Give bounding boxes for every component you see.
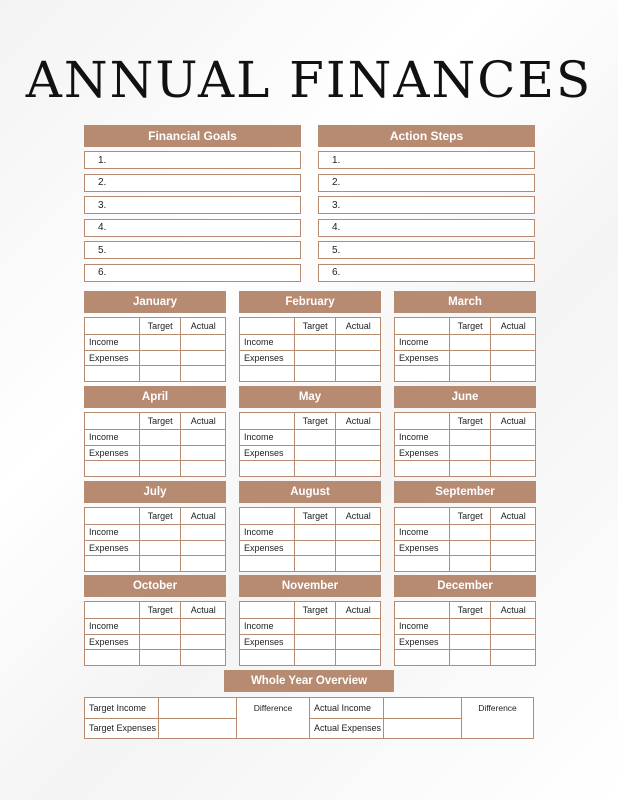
blank-actual-cell[interactable] — [336, 366, 381, 382]
month-block-august — [239, 481, 381, 572]
blank-target-cell[interactable] — [449, 461, 491, 477]
blank-actual-cell[interactable] — [491, 461, 536, 477]
month-header-july: July — [84, 481, 226, 503]
blank-row-label — [395, 650, 450, 666]
income-target-cell[interactable] — [139, 335, 181, 351]
month-header-december: December — [394, 575, 536, 597]
blank-actual-cell[interactable] — [491, 650, 536, 666]
target-column-header: Target — [139, 413, 181, 430]
actual-column-header: Actual — [181, 318, 226, 335]
corner-cell — [85, 318, 140, 335]
income-row-label: Income — [240, 525, 295, 541]
blank-actual-cell[interactable] — [336, 650, 381, 666]
overview-target-box — [84, 697, 310, 739]
actual-column-header: Actual — [491, 413, 536, 430]
actual-column-header: Actual — [181, 413, 226, 430]
expenses-target-cell[interactable] — [449, 445, 491, 461]
blank-row-label — [240, 461, 295, 477]
target-column-header: Target — [139, 508, 181, 525]
income-target-cell[interactable] — [294, 525, 336, 541]
month-block-may — [239, 386, 381, 477]
expenses-actual-cell[interactable] — [336, 350, 381, 366]
income-target-cell[interactable] — [139, 619, 181, 635]
expenses-row-label: Expenses — [395, 634, 450, 650]
action-row-4[interactable]: 4. — [318, 219, 535, 237]
income-target-cell[interactable] — [139, 430, 181, 446]
blank-target-cell[interactable] — [139, 556, 181, 572]
target-column-header: Target — [449, 602, 491, 619]
income-target-cell[interactable] — [449, 525, 491, 541]
month-table-march — [394, 317, 536, 382]
month-block-march — [394, 291, 536, 382]
expenses-target-cell[interactable] — [294, 350, 336, 366]
income-row-label: Income — [240, 430, 295, 446]
actual-column-header: Actual — [491, 602, 536, 619]
blank-row-label — [240, 366, 295, 382]
target-column-header: Target — [139, 602, 181, 619]
action-row-3[interactable]: 3. — [318, 196, 535, 214]
income-row-label: Income — [395, 619, 450, 635]
expenses-actual-cell[interactable] — [491, 445, 536, 461]
income-target-cell[interactable] — [449, 335, 491, 351]
corner-cell — [395, 508, 450, 525]
target-column-header: Target — [139, 318, 181, 335]
actual-income-label: Actual Income — [314, 702, 372, 713]
month-block-april — [84, 386, 226, 477]
expenses-target-cell[interactable] — [139, 634, 181, 650]
income-row-label: Income — [240, 335, 295, 351]
income-row-label: Income — [85, 430, 140, 446]
expenses-target-cell[interactable] — [294, 634, 336, 650]
target-column-header: Target — [449, 413, 491, 430]
blank-actual-cell[interactable] — [336, 461, 381, 477]
actual-column-header: Actual — [491, 318, 536, 335]
target-column-header: Target — [449, 508, 491, 525]
month-block-september — [394, 481, 536, 572]
expenses-target-cell[interactable] — [139, 350, 181, 366]
goal-row-4[interactable]: 4. — [84, 219, 301, 237]
blank-row-label — [85, 650, 140, 666]
month-table-december — [394, 601, 536, 666]
blank-row-label — [395, 556, 450, 572]
income-row-label: Income — [85, 619, 140, 635]
goal-row-2[interactable]: 2. — [84, 174, 301, 192]
corner-cell — [395, 602, 450, 619]
income-row-label: Income — [240, 619, 295, 635]
month-block-january — [84, 291, 226, 382]
expenses-row-label: Expenses — [240, 350, 295, 366]
month-header-august: August — [239, 481, 381, 503]
blank-actual-cell[interactable] — [181, 650, 226, 666]
overview-header: Whole Year Overview — [224, 670, 394, 692]
month-block-february — [239, 291, 381, 382]
blank-actual-cell[interactable] — [181, 556, 226, 572]
blank-target-cell[interactable] — [139, 461, 181, 477]
blank-actual-cell[interactable] — [336, 556, 381, 572]
blank-actual-cell[interactable] — [181, 366, 226, 382]
blank-target-cell[interactable] — [294, 461, 336, 477]
action-steps-section — [318, 125, 535, 287]
month-table-may — [239, 412, 381, 477]
expenses-actual-cell[interactable] — [491, 350, 536, 366]
actual-column-header: Actual — [491, 508, 536, 525]
month-table-november — [239, 601, 381, 666]
income-row-label: Income — [395, 335, 450, 351]
actual-column-header: Actual — [181, 508, 226, 525]
income-row-label: Income — [395, 525, 450, 541]
expenses-row-label: Expenses — [85, 634, 140, 650]
month-block-october — [84, 575, 226, 666]
blank-row-label — [395, 461, 450, 477]
income-actual-cell[interactable] — [181, 430, 226, 446]
month-table-july — [84, 507, 226, 572]
action-row-2[interactable]: 2. — [318, 174, 535, 192]
month-header-january: January — [84, 291, 226, 313]
month-header-march: March — [394, 291, 536, 313]
expenses-row-label: Expenses — [395, 540, 450, 556]
month-table-august — [239, 507, 381, 572]
income-target-cell[interactable] — [449, 430, 491, 446]
blank-actual-cell[interactable] — [491, 556, 536, 572]
income-target-cell[interactable] — [294, 335, 336, 351]
blank-actual-cell[interactable] — [181, 461, 226, 477]
actual-income-field[interactable] — [384, 698, 461, 718]
month-table-june — [394, 412, 536, 477]
blank-row-label — [240, 556, 295, 572]
expenses-actual-cell[interactable] — [491, 540, 536, 556]
target-column-header: Target — [294, 413, 336, 430]
blank-target-cell[interactable] — [139, 366, 181, 382]
income-actual-cell[interactable] — [336, 525, 381, 541]
corner-cell — [240, 508, 295, 525]
month-header-may: May — [239, 386, 381, 408]
expenses-actual-cell[interactable] — [181, 634, 226, 650]
corner-cell — [240, 413, 295, 430]
target-column-header: Target — [294, 318, 336, 335]
target-column-header: Target — [449, 318, 491, 335]
income-actual-cell[interactable] — [181, 619, 226, 635]
income-target-cell[interactable] — [294, 430, 336, 446]
income-row-label: Income — [395, 430, 450, 446]
month-table-october — [84, 601, 226, 666]
overview-actual-box — [310, 697, 534, 739]
expenses-row-label: Expenses — [395, 350, 450, 366]
blank-target-cell[interactable] — [449, 366, 491, 382]
target-difference-label: Difference — [253, 703, 293, 713]
expenses-actual-cell[interactable] — [336, 540, 381, 556]
actual-difference-label: Difference — [478, 703, 517, 713]
goal-row-6[interactable]: 6. — [84, 264, 301, 282]
month-table-february — [239, 317, 381, 382]
expenses-row-label: Expenses — [395, 445, 450, 461]
corner-cell — [395, 413, 450, 430]
goal-row-1[interactable]: 1. — [84, 151, 301, 169]
blank-row-label — [395, 366, 450, 382]
month-table-april — [84, 412, 226, 477]
month-block-july — [84, 481, 226, 572]
month-header-october: October — [84, 575, 226, 597]
expenses-row-label: Expenses — [240, 445, 295, 461]
blank-target-cell[interactable] — [294, 556, 336, 572]
blank-target-cell[interactable] — [139, 650, 181, 666]
income-target-cell[interactable] — [449, 619, 491, 635]
expenses-target-cell[interactable] — [139, 445, 181, 461]
income-actual-cell[interactable] — [491, 525, 536, 541]
actual-expenses-label: Actual Expenses — [310, 718, 383, 739]
expenses-row-label: Expenses — [85, 445, 140, 461]
actual-column-header: Actual — [336, 602, 381, 619]
corner-cell — [240, 318, 295, 335]
expenses-row-label: Expenses — [85, 540, 140, 556]
action-row-6[interactable]: 6. — [318, 264, 535, 282]
month-header-june: June — [394, 386, 536, 408]
blank-row-label — [240, 650, 295, 666]
month-header-november: November — [239, 575, 381, 597]
expenses-target-cell[interactable] — [449, 540, 491, 556]
goal-row-5[interactable]: 5. — [84, 241, 301, 259]
financial-goals-section — [84, 125, 301, 287]
expenses-target-cell[interactable] — [449, 634, 491, 650]
actual-column-header: Actual — [336, 318, 381, 335]
blank-target-cell[interactable] — [449, 650, 491, 666]
corner-cell — [85, 413, 140, 430]
blank-row-label — [85, 556, 140, 572]
action-row-1[interactable]: 1. — [318, 151, 535, 169]
income-actual-cell[interactable] — [336, 430, 381, 446]
corner-cell — [240, 602, 295, 619]
blank-target-cell[interactable] — [294, 650, 336, 666]
expenses-row-label: Expenses — [85, 350, 140, 366]
expenses-actual-cell[interactable] — [336, 445, 381, 461]
expenses-target-cell[interactable] — [294, 445, 336, 461]
page-title: ANNUAL FINANCES — [25, 51, 593, 109]
month-block-june — [394, 386, 536, 477]
blank-row-label — [85, 461, 140, 477]
month-table-september — [394, 507, 536, 572]
month-header-september: September — [394, 481, 536, 503]
blank-target-cell[interactable] — [294, 366, 336, 382]
expenses-actual-cell[interactable] — [181, 445, 226, 461]
expenses-target-cell[interactable] — [449, 350, 491, 366]
target-income-field[interactable] — [159, 698, 236, 718]
income-actual-cell[interactable] — [491, 335, 536, 351]
income-actual-cell[interactable] — [181, 525, 226, 541]
income-actual-cell[interactable] — [491, 430, 536, 446]
actual-expenses-field[interactable] — [384, 718, 461, 739]
income-target-cell[interactable] — [139, 525, 181, 541]
month-table-january — [84, 317, 226, 382]
target-expenses-field[interactable] — [159, 718, 236, 739]
expenses-target-cell[interactable] — [139, 540, 181, 556]
actual-column-header: Actual — [336, 508, 381, 525]
income-actual-cell[interactable] — [181, 335, 226, 351]
month-block-november — [239, 575, 381, 666]
actual-column-header: Actual — [181, 602, 226, 619]
expenses-row-label: Expenses — [240, 634, 295, 650]
corner-cell — [85, 602, 140, 619]
target-expenses-label: Target Expenses — [85, 718, 158, 739]
blank-row-label — [85, 366, 140, 382]
blank-actual-cell[interactable] — [491, 366, 536, 382]
expenses-row-label: Expenses — [240, 540, 295, 556]
corner-cell — [395, 318, 450, 335]
blank-target-cell[interactable] — [449, 556, 491, 572]
target-column-header: Target — [294, 508, 336, 525]
month-block-december — [394, 575, 536, 666]
expenses-actual-cell[interactable] — [181, 350, 226, 366]
expenses-actual-cell[interactable] — [491, 634, 536, 650]
action-steps-header: Action Steps — [318, 125, 535, 147]
actual-column-header: Actual — [336, 413, 381, 430]
income-row-label: Income — [85, 525, 140, 541]
expenses-target-cell[interactable] — [294, 540, 336, 556]
expenses-actual-cell[interactable] — [181, 540, 226, 556]
financial-goals-header: Financial Goals — [84, 125, 301, 147]
income-target-cell[interactable] — [294, 619, 336, 635]
goal-row-3[interactable]: 3. — [84, 196, 301, 214]
target-income-label: Target Income — [89, 702, 147, 713]
income-row-label: Income — [85, 335, 140, 351]
income-actual-cell[interactable] — [336, 619, 381, 635]
corner-cell — [85, 508, 140, 525]
action-row-5[interactable]: 5. — [318, 241, 535, 259]
month-header-april: April — [84, 386, 226, 408]
income-actual-cell[interactable] — [491, 619, 536, 635]
expenses-actual-cell[interactable] — [336, 634, 381, 650]
target-column-header: Target — [294, 602, 336, 619]
month-header-february: February — [239, 291, 381, 313]
income-actual-cell[interactable] — [336, 335, 381, 351]
